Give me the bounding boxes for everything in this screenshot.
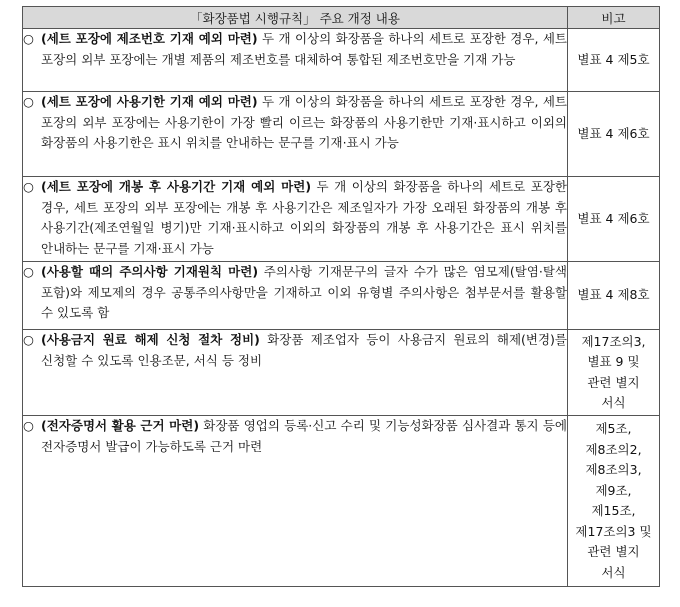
note-line: 제17조의3, bbox=[581, 333, 646, 349]
circle-bullet-icon: ○ bbox=[23, 31, 34, 46]
revision-item bbox=[23, 416, 567, 457]
content-cell bbox=[23, 177, 568, 262]
item-heading: (사용금지 원료 해제 신청 절차 정비) bbox=[41, 332, 260, 347]
header-row bbox=[23, 7, 660, 29]
note-cell bbox=[568, 262, 660, 330]
note-line: 서식 bbox=[601, 564, 626, 580]
revision-item bbox=[23, 92, 567, 154]
circle-bullet-icon: ○ bbox=[23, 179, 34, 194]
note-line: 제9조, bbox=[595, 482, 632, 498]
item-body: 두 개 이상의 화장품을 하나의 세트로 포장한 경우, 세트 포장의 외부 포장에는 사용기한이 가장 빨리 이르는 화장품의 사용기한만 기재·표시하고 이외의 화장품의 사용기한은 표시 위치를 안내하는 문구를 기재·표시 가능 bbox=[41, 94, 567, 150]
circle-bullet-icon: ○ bbox=[23, 418, 34, 433]
table-row bbox=[23, 177, 660, 262]
revision-item bbox=[23, 330, 567, 371]
circle-bullet-icon: ○ bbox=[23, 264, 34, 279]
note-line: 별표 9 및 bbox=[587, 354, 640, 369]
note-line: 제8조의2, bbox=[585, 441, 642, 457]
note-cell bbox=[568, 29, 660, 92]
note-line: 제15조, bbox=[591, 503, 636, 518]
table-row bbox=[23, 92, 660, 177]
revision-item bbox=[23, 29, 567, 70]
content-cell bbox=[23, 416, 568, 587]
content-cell bbox=[23, 92, 568, 177]
item-body: 두 개 이상의 화장품을 하나의 세트로 포장한 경우, 세트 포장의 외부 포장에는 개봉 후 사용기간은 제조일자가 가장 오래된 화장품의 개봉 후 사용기간(제조연월일 병기)만 기재·표시하고 이외의 화장품의 개봉 후 사용기간은 표시 위치를 안내하는 문구를 기재·표시 가능 bbox=[41, 179, 567, 256]
revision-table bbox=[22, 6, 660, 587]
item-heading: (전자증명서 활용 근거 마련) bbox=[41, 418, 200, 433]
item-body: 화장품 영업의 등록·신고 수리 및 기능성화장품 심사결과 통지 등에 전자증명서 발급이 가능하도록 근거 마련 bbox=[41, 418, 567, 454]
circle-bullet-icon: ○ bbox=[23, 94, 34, 109]
item-heading: (세트 포장에 사용기한 기재 예외 마련) bbox=[41, 94, 258, 109]
header-content-cell: 「화장품법 시행규칙」 주요 개정 내용 bbox=[23, 7, 568, 29]
note-line: 별표 4 제6호 bbox=[577, 125, 650, 141]
content-cell bbox=[23, 330, 568, 416]
note-line: 별표 4 제6호 bbox=[577, 210, 650, 226]
note-cell bbox=[568, 416, 660, 587]
note-line: 별표 4 제8호 bbox=[577, 287, 650, 303]
item-heading: (세트 포장에 제조번호 기재 예외 마련) bbox=[41, 31, 258, 46]
item-heading: (세트 포장에 개봉 후 사용기간 기재 예외 마련) bbox=[41, 179, 312, 194]
content-cell bbox=[23, 262, 568, 330]
circle-bullet-icon: ○ bbox=[23, 332, 34, 347]
note-line: 제17조의3 및 bbox=[575, 523, 652, 539]
note-line: 서식 bbox=[601, 395, 626, 410]
revision-item bbox=[23, 177, 567, 259]
note-cell bbox=[568, 92, 660, 177]
table-row bbox=[23, 330, 660, 416]
note-line: 제5조, bbox=[595, 421, 632, 436]
item-heading: (사용할 때의 주의사항 기재원칙 마련) bbox=[41, 264, 259, 279]
table-row bbox=[23, 262, 660, 330]
table-row bbox=[23, 416, 660, 587]
note-cell bbox=[568, 330, 660, 416]
note-cell bbox=[568, 177, 660, 262]
note-line: 관련 별지 bbox=[587, 374, 640, 390]
item-body: 두 개 이상의 화장품을 하나의 세트로 포장한 경우, 세트 포장의 외부 포장에는 개별 제품의 제조번호를 대체하여 통합된 제조번호만을 기재 가능 bbox=[41, 31, 567, 67]
content-cell bbox=[23, 29, 568, 92]
item-body: 화장품 제조업자 등이 사용금지 원료의 해제(변경)를 신청할 수 있도록 인용조문, 서식 등 정비 bbox=[41, 332, 567, 368]
note-line: 별표 4 제5호 bbox=[577, 51, 650, 67]
note-line: 제8조의3, bbox=[585, 462, 642, 477]
table-row bbox=[23, 29, 660, 92]
note-line: 관련 별지 bbox=[587, 544, 640, 559]
revision-item bbox=[23, 262, 567, 324]
header-note-cell: 비고 bbox=[568, 7, 660, 29]
item-body: 주의사항 기재문구의 글자 수가 많은 염모제(탈염·탈색 포함)와 제모제의 경우 공통주의사항만을 기재하고 이외 유형별 주의사항은 첨부문서를 활용할 수 있도록 함 bbox=[41, 264, 568, 320]
